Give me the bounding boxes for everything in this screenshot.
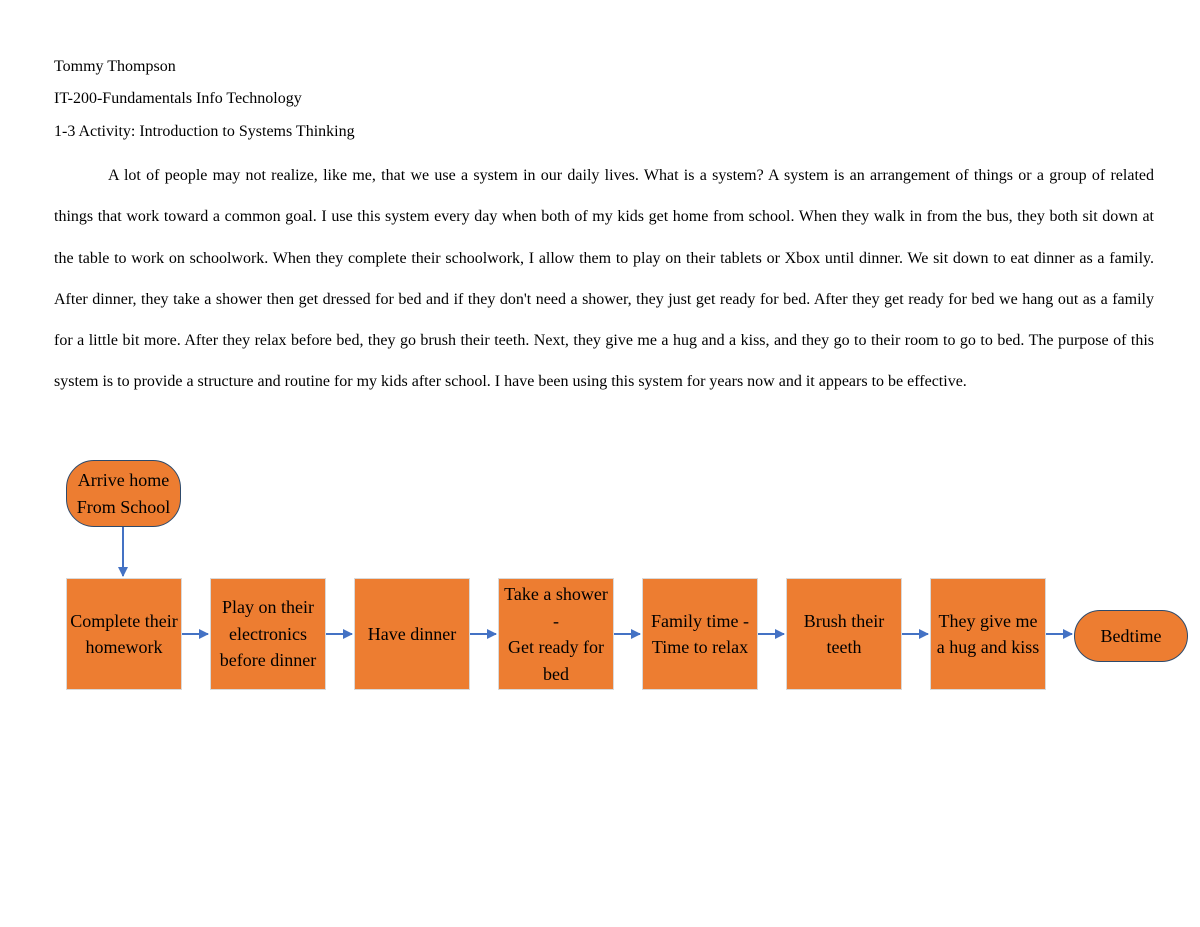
step2-line3: before dinner: [219, 650, 317, 671]
step-family-time: [642, 578, 758, 690]
end-node-label: Bedtime: [1100, 625, 1162, 646]
step-brush-teeth: [786, 578, 902, 690]
assignment-title: 1-3 Activity: Introduction to Systems Thinking: [54, 123, 355, 140]
student-name: Tommy Thompson: [54, 58, 176, 75]
step-hug-and-kiss: [930, 578, 1046, 690]
step4-line2: -: [552, 610, 559, 631]
step-have-dinner: [354, 578, 470, 690]
step1-line1: Complete their: [70, 610, 178, 631]
step-take-shower: [498, 578, 614, 690]
step3-line1: Have dinner: [367, 623, 457, 644]
start-node-line1: Arrive home: [77, 469, 170, 490]
start-node: [66, 460, 181, 527]
step2-line2: electronics: [229, 623, 307, 644]
step7-line2: a hug and kiss: [936, 637, 1040, 657]
step7-line1: They give me: [938, 610, 1038, 631]
step6-line1: Brush their: [803, 610, 885, 631]
step4-line4: bed: [542, 663, 569, 684]
step1-line2: homework: [85, 637, 163, 657]
course-title: IT-200-Fundamentals Info Technology: [54, 90, 302, 107]
step2-line1: Play on their: [221, 597, 314, 618]
step5-line2: Time to relax: [651, 637, 749, 657]
end-node-bedtime: [1074, 610, 1188, 662]
step4-line1: Take a shower: [504, 584, 608, 604]
step5-line1: Family time -: [651, 610, 749, 631]
start-node-line2: From School: [76, 496, 171, 517]
step4-line3: Get ready for: [508, 637, 604, 657]
step6-line2: teeth: [826, 637, 862, 657]
step-play-electronics: [210, 578, 326, 690]
step-complete-homework: [66, 578, 182, 690]
body-paragraph: A lot of people may not realize, like me, that we use a system in our daily lives. What is a system? A system is an arrangement of things or a group of related things that work toward a common goal. I use this system every day when both of my kids get home from school. When they walk in from the bus, they both sit down at the table to work on schoolwork. When they complete their schoolwork, I allow them to play on their tablets or Xbox until dinner. We sit down to eat dinner as a family. After dinner, they take a shower then get dressed for bed and if they don't need a shower, they just get ready for bed. After they get ready for bed we hang out as a family for a little bit more. After they relax before bed, they go brush their teeth. Next, they give me a hug and a kiss, and they go to their room to go to bed. The purpose of this system is to provide a structure and routine for my kids after school. I have been using this system for years now and it appears to be effective.: [54, 167, 1154, 391]
